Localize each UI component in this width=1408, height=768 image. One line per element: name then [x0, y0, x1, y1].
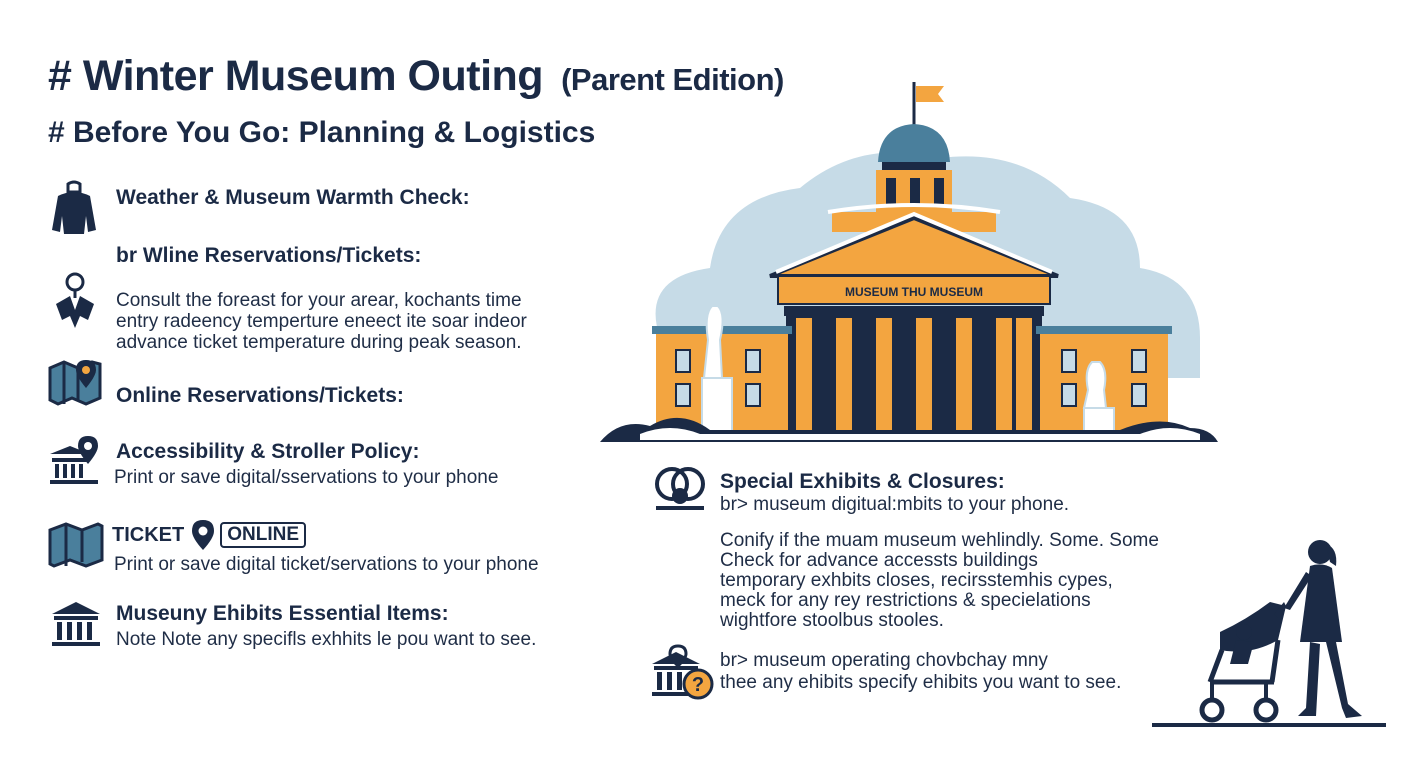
accessibility-text: Print or save digital/sservations to your phone: [114, 467, 499, 488]
museum-icon: [48, 600, 104, 650]
flag: [916, 86, 944, 102]
essential-items-heading: Museuny Ehibits Essential Items:: [116, 602, 449, 625]
reservations-heading-alt: br Wline Reservations/Tickets:: [116, 244, 422, 267]
ticket-row: [112, 518, 306, 552]
ticket-text: Print or save digital ticket/servations to your phone: [114, 554, 539, 575]
operating-hours-text: br> museum operating chovbchay mny thee any ehibits specify ehibits you want to see.: [720, 650, 1122, 693]
museum-sign: MUSEUM THU MUSEUM: [845, 285, 983, 299]
location-person-icon: [50, 270, 100, 332]
winter-coat-icon: [48, 180, 100, 236]
location-pin-icon: [190, 518, 216, 552]
ticket-label: TICKET: [112, 523, 185, 546]
special-exhibits-heading: Special Exhibits & Closures:: [720, 470, 1005, 493]
statue-right: [1084, 362, 1106, 408]
weather-check-heading: Weather & Museum Warmth Check:: [116, 186, 470, 209]
statue-left: [704, 306, 723, 378]
page-subtitle: # Before You Go: Planning & Logistics: [48, 116, 596, 149]
title-suffix: (Parent Edition): [561, 62, 784, 97]
museum-illustration: [600, 78, 1220, 448]
map-pin-icon: [46, 358, 104, 406]
parent-stroller-illustration: [1150, 532, 1390, 732]
special-exhibits-text: br> museum digitual:mbits to your phone.: [720, 494, 1070, 515]
online-reservations-heading: Online Reservations/Tickets:: [116, 384, 404, 407]
essential-items-text: Note Note any specifls exhhits le pou want to see.: [116, 629, 537, 650]
museum-question-icon: [648, 644, 716, 704]
title-main: # Winter Museum Outing: [48, 52, 544, 100]
svg-text:?: ?: [691, 674, 705, 696]
online-badge: ONLINE: [220, 522, 306, 548]
dome: [878, 124, 950, 162]
building-pin-icon: [46, 434, 102, 488]
closures-text: Conify if the muam museum wehlindly. Some. Some Check for advance accessts buildings temporary exhbits closes, recirsstemhis cypes, meck for any rey restrictions & specielations wightfore stoolbus stooles.: [720, 530, 1159, 631]
accessibility-heading: Accessibility & Stroller Policy:: [116, 440, 420, 463]
exhibit-faces-icon: [652, 462, 708, 510]
folded-map-icon: [46, 522, 106, 568]
forecast-text: Consult the foreast for your arear, kochants time entry radeency temperture eneect ite soar indeor advance ticket temperature during peak season.: [116, 290, 527, 353]
